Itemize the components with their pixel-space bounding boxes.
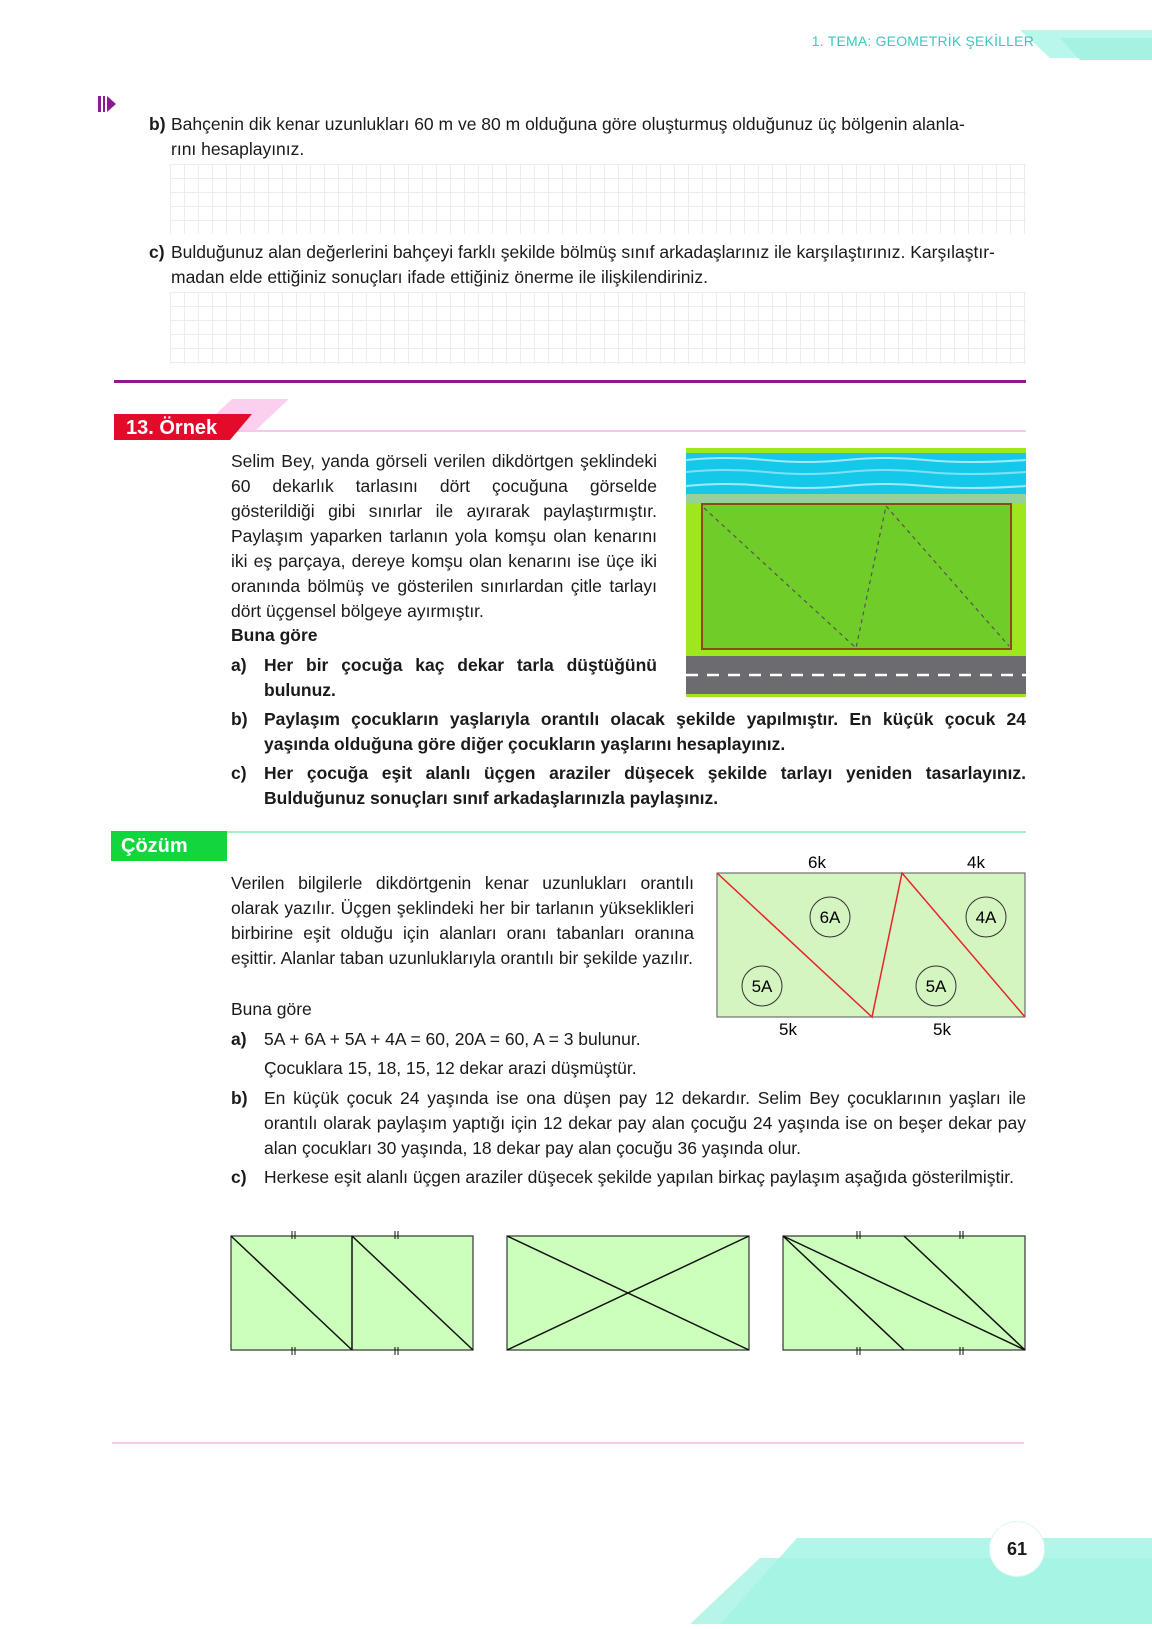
answer-b-text: En küçük çocuk 24 yaşında ise ona düşen pay 12 dekardır. Selim Bey çocuklarının yaşları ile orantılı olarak paylaşım yaptığı için 12 dekar pay alan çocuğu 24 yaşında ise on beşer dekar pay alan çocukları 30 yaşında, 18 dekar pay alan çocuğu 36 yaşında olur.: [264, 1088, 1026, 1158]
region-5A-left: 5A: [751, 977, 773, 996]
field-illustration: [686, 448, 1026, 697]
division-diagram-3: [778, 1228, 1030, 1360]
example-paragraph: Selim Bey, yanda görseli verilen dikdörtgen şeklindeki 60 dekarlık tarlasını dört çocuğuna görselde gösterildiği gibi sınırlar ile ayırarak paylaştırmıştır. Paylaşım yaparken tarlanın yola komşu olan kenarını iki eş parçaya, dereye komşu olan kenarını ise üçe iki oranında bölmüş ve gösterilen sınırlardan çitle tarlayı dört üçgensel bölgeye ayırmıştır.: [231, 451, 657, 621]
page-number: 61: [1006, 1538, 1028, 1559]
answer-grid-b[interactable]: [170, 164, 1026, 234]
answer-c-text: Herkese eşit alanlı üçgen araziler düşecek şekilde yapılan birkaç paylaşım aşağıda gösterilmiştir.: [264, 1167, 1014, 1187]
solution-buna-gore: Buna göre: [231, 999, 312, 1019]
intro-b-text: [149, 112, 1029, 162]
example-buna-gore: Buna göre: [231, 625, 318, 645]
division-diagram-2-svg: [502, 1228, 754, 1360]
question-b: [231, 707, 1026, 757]
example-tag-label: 13. Örnek: [126, 417, 218, 439]
intro-item-c: [149, 240, 1029, 290]
page-header: [812, 33, 1034, 49]
division-diagram-2: [502, 1228, 754, 1360]
header-theme: 1. TEMA:: [811, 33, 876, 49]
footer-decoration: [600, 1538, 1152, 1624]
arrow-marker-icon: [98, 94, 118, 119]
answer-a-line2: Çocuklara 15, 18, 15, 12 dekar arazi düşmüştür.: [264, 1058, 637, 1078]
question-c: [231, 761, 1026, 811]
header-decoration: [1020, 30, 1152, 60]
division-diagram-1-svg: [226, 1228, 478, 1360]
label-bottom-5k-right: 5k: [933, 1020, 951, 1039]
page-number-circle: [990, 1522, 1044, 1576]
question-b-label: b): [231, 709, 248, 729]
example-tag-bar: [114, 398, 1026, 442]
intro-item-b: [149, 112, 1029, 162]
ratio-diagram-svg: [710, 848, 1040, 1048]
field-drawing: [686, 448, 1026, 697]
solution-tag-label: Çözüm: [121, 835, 188, 857]
division-diagram-3-svg: [778, 1228, 1030, 1360]
answer-b-label: b): [231, 1088, 248, 1108]
footer-shape: [600, 1538, 1152, 1624]
question-b-text: Paylaşım çocukların yaşlarıyla orantılı olacak şekilde yapılmıştır. En küçük çocuk 24 yaşında olduğuna göre diğer çocukların yaşlarını hesaplayınız.: [264, 709, 1026, 754]
example-tag-shape: [114, 398, 1026, 442]
question-a-text: Her bir çocuğa kaç dekar tarla düştüğünü bulunuz.: [264, 655, 657, 700]
question-a-label: a): [231, 655, 247, 675]
answer-a-label: a): [231, 1029, 247, 1049]
section-divider: [114, 380, 1026, 383]
region-4A: 4A: [975, 908, 997, 927]
answer-c-label: c): [231, 1167, 247, 1187]
intro-c-label: c): [149, 242, 165, 262]
question-c-text: Her çocuğa eşit alanlı üçgen araziler düşecek şekilde tarlayı yeniden tasarlayınız. Bulduğunuz sonuçları sınıf arkadaşlarınızla paylaşınız.: [264, 763, 1026, 808]
intro-b-line2: rını hesaplayınız.: [171, 139, 305, 159]
region-6A: 6A: [819, 908, 841, 927]
question-a: [231, 653, 657, 703]
label-top-4k: 4k: [967, 853, 985, 872]
ratio-diagram: [710, 848, 1040, 1048]
answer-grid-c[interactable]: [170, 292, 1026, 364]
bottom-divider: [112, 1442, 1024, 1444]
region-5A-right: 5A: [925, 977, 947, 996]
header-band: [1020, 30, 1152, 60]
question-c-label: c): [231, 763, 247, 783]
intro-c-line1: Bulduğunuz alan değerlerini bahçeyi farklı şekilde bölmüş sınıf arkadaşlarınız ile karşılaştırınız. Karşılaştır-: [171, 242, 995, 262]
answer-a-body: [231, 1027, 691, 1081]
header-title: GEOMETRİK ŞEKİLLER: [875, 33, 1034, 49]
answer-b: [231, 1086, 1026, 1161]
solution-paragraph: Verilen bilgilerle dikdörtgenin kenar uzunlukları orantılı olarak yazılır. Üçgen şeklindeki her bir tarlanın yükseklikleri birbirine eşit olduğu için alanları oranı tabanları oranına eşittir. Alanlar taban uzunluklarıyla orantılı bir şekilde yazılır.: [231, 873, 694, 968]
intro-b-label: b): [149, 114, 166, 134]
division-diagram-1: [226, 1228, 478, 1360]
intro-c-text: [149, 240, 1029, 290]
answer-c: [231, 1165, 1026, 1190]
label-top-6k: 6k: [808, 853, 826, 872]
intro-b-line1: Bahçenin dik kenar uzunlukları 60 m ve 80 m olduğuna göre oluşturmuş olduğunuz üç bölgenin alanla-: [171, 114, 965, 134]
answer-a: [231, 1027, 691, 1081]
intro-c-line2: madan elde ettiğiniz sonuçları ifade ettiğiniz önerme ile ilişkilendiriniz.: [171, 267, 708, 287]
label-bottom-5k-left: 5k: [779, 1020, 797, 1039]
answer-a-line1: 5A + 6A + 5A + 4A = 60, 20A = 60, A = 3 bulunur.: [264, 1029, 641, 1049]
